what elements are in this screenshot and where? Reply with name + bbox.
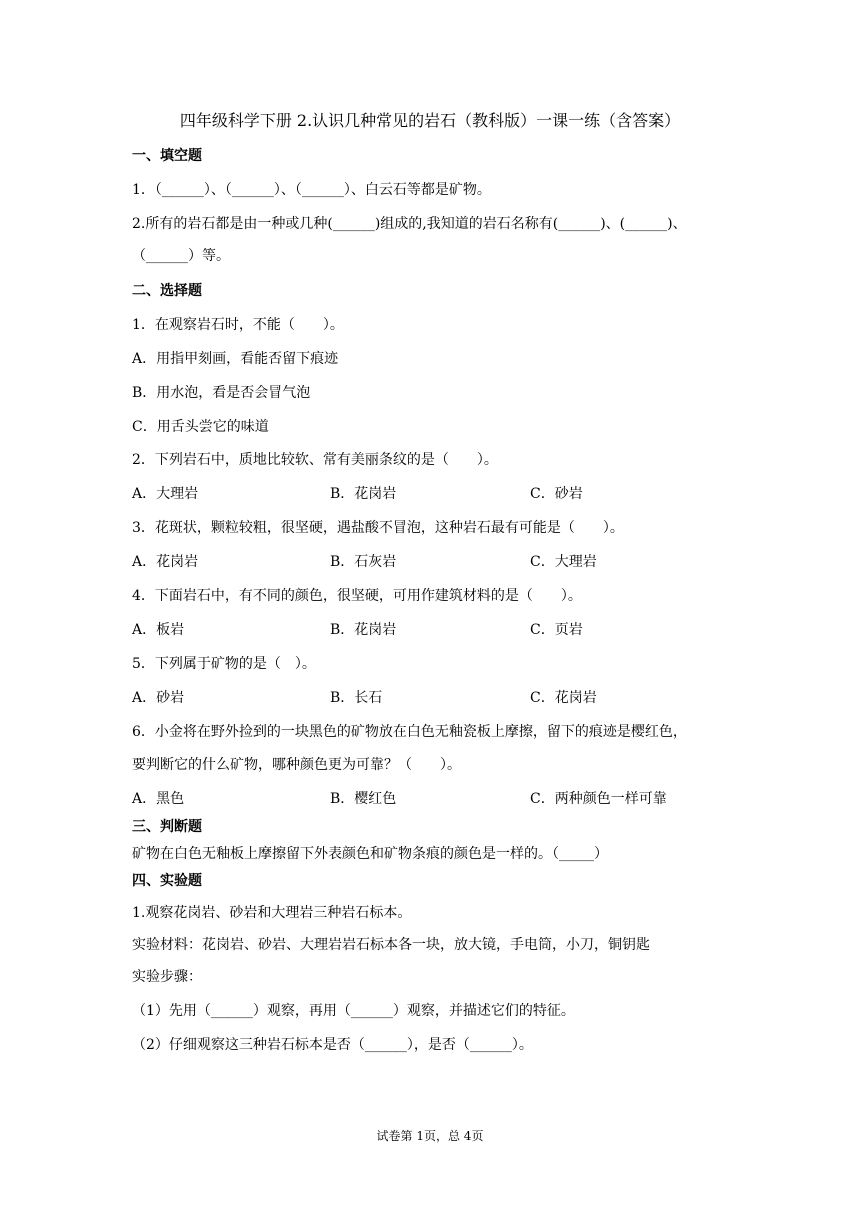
choice-question-5-option-c: C．花岗岩 xyxy=(530,690,597,706)
section-heading-true-false: 三、判断题 xyxy=(132,819,202,835)
choice-question-4-option-a: A．板岩 xyxy=(132,622,185,638)
choice-question-6-option-a: A．黑色 xyxy=(132,791,185,807)
choice-question-6-option-b: B．樱红色 xyxy=(330,791,397,807)
choice-question-6-stem-line-2: 要判断它的什么矿物，哪种颜色更为可靠？（ ）。 xyxy=(132,757,461,773)
choice-question-3-option-c: C．大理岩 xyxy=(530,554,597,570)
document-title: 四年级科学下册 2.认识几种常见的岩石（教科版）一课一练（含答案） xyxy=(179,111,681,130)
judge-question-1: 矿物在白色无釉板上摩擦留下外表颜色和矿物条痕的颜色是一样的。（_____） xyxy=(132,846,608,862)
choice-question-5-option-b: B．长石 xyxy=(330,690,383,706)
choice-question-1-option-c: C．用舌头尝它的味道 xyxy=(132,419,269,435)
choice-question-4-option-b: B．花岗岩 xyxy=(330,622,397,638)
choice-question-3-stem: 3．花斑状，颗粒较粗，很坚硬，遇盐酸不冒泡，这种岩石最有可能是（ ）。 xyxy=(132,520,624,536)
experiment-step-1: （1）先用（______）观察，再用（______）观察，并描述它们的特征。 xyxy=(132,1003,575,1019)
fill-question-2-line-2: （______）等。 xyxy=(132,248,230,264)
choice-question-1-stem: 1．在观察岩石时，不能（ ）。 xyxy=(132,317,344,333)
choice-question-3-option-a: A．花岗岩 xyxy=(132,554,199,570)
section-heading-experiment: 四、实验题 xyxy=(132,873,202,889)
choice-question-1-option-a: A．用指甲刻画，看能否留下痕迹 xyxy=(132,351,339,367)
fill-question-1: 1．（______）、（______）、（______）、白云石等都是矿物。 xyxy=(132,182,491,198)
choice-question-6-stem-line-1: 6．小金将在野外捡到的一块黑色的矿物放在白色无釉瓷板上摩擦，留下的痕迹是樱红色， xyxy=(132,724,687,740)
fill-question-2-line-1: 2.所有的岩石都是由一种或几种(______)组成的,我知道的岩石名称有(______)、(______)、 xyxy=(132,216,687,232)
choice-question-5-stem: 5．下列属于矿物的是（ ）。 xyxy=(132,656,316,672)
choice-question-3-option-b: B．石灰岩 xyxy=(330,554,397,570)
choice-question-1-option-b: B．用水泡，看是否会冒气泡 xyxy=(132,385,311,401)
experiment-steps-label: 实验步骤： xyxy=(132,969,202,985)
experiment-question-1: 1.观察花岗岩、砂岩和大理岩三种岩石标本。 xyxy=(132,905,412,921)
choice-question-4-stem: 4．下面岩石中，有不同的颜色，很坚硬，可用作建筑材料的是（ ）。 xyxy=(132,588,582,604)
experiment-materials: 实验材料：花岗岩、砂岩、大理岩岩石标本各一块，放大镜，手电筒，小刀，铜钥匙 xyxy=(132,937,650,953)
experiment-step-2: （2）仔细观察这三种岩石标本是否（______），是否（______）。 xyxy=(132,1037,533,1053)
section-heading-multiple-choice: 二、选择题 xyxy=(132,283,202,299)
choice-question-5-option-a: A．砂岩 xyxy=(132,690,185,706)
choice-question-2-stem: 2．下列岩石中，质地比较软、常有美丽条纹的是（ ）。 xyxy=(132,452,498,468)
choice-question-6-option-c: C．两种颜色一样可靠 xyxy=(530,791,667,807)
section-heading-fill-blank: 一、填空题 xyxy=(132,148,202,164)
choice-question-2-option-c: C．砂岩 xyxy=(530,486,583,502)
choice-question-2-option-b: B．花岗岩 xyxy=(330,486,397,502)
choice-question-4-option-c: C．页岩 xyxy=(530,622,583,638)
choice-question-2-option-a: A．大理岩 xyxy=(132,486,199,502)
page-footer: 试卷第 1页，总 4页 xyxy=(376,1129,484,1143)
